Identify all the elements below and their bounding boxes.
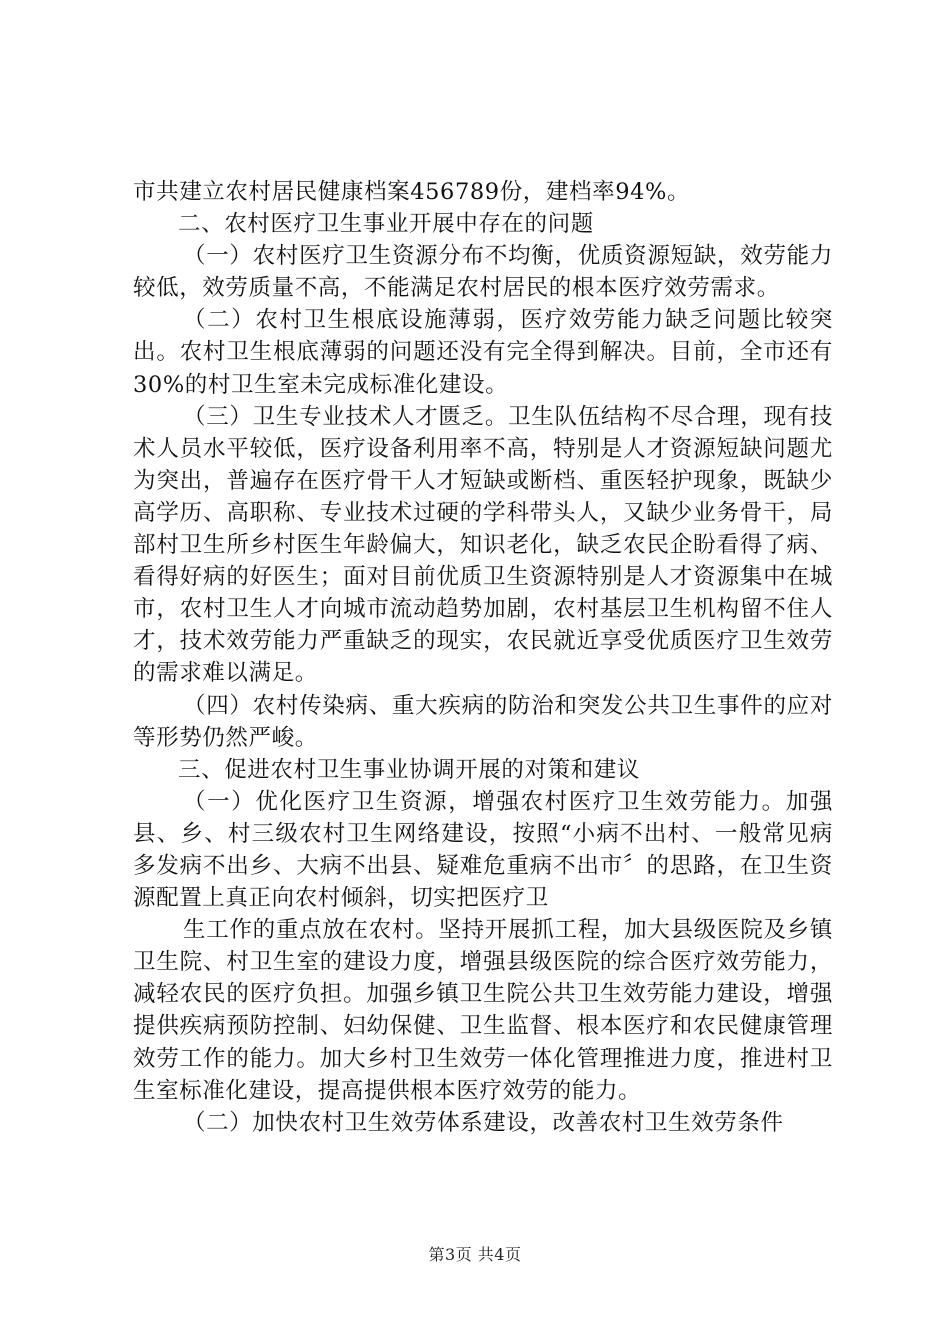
paragraph-problem-4: （四）农村传染病、重大疾病的防治和突发公共卫生事件的应对等形势仍然严峻。 bbox=[133, 692, 833, 751]
paragraph-problem-3: （三）卫生专业技术人才匮乏。卫生队伍结构不尽合理，现有技术人员水平较低，医疗设备利用率不高，特别是人才资源短缺问题尤为突出，普遍存在医疗骨干人才短缺或断档、重医轻护现象，既缺少高学历、高职称、专业技术过硬的学科带头人，又缺少业务骨干，局部村卫生所乡村医生年龄偏大，知识老化，缺乏农民企盼看得了病、看得好病的好医生；面对目前优质卫生资源特别是人才资源集中在城市，农村卫生人才向城市流动趋势加剧，农村基层卫生机构留不住人才，技术效劳能力严重缺乏的现实，农民就近享受优质医疗卫生效劳的需求难以满足。 bbox=[133, 403, 833, 687]
paragraph-measure-2: （二）加快农村卫生效劳体系建设，改善农村卫生效劳条件 bbox=[183, 1109, 784, 1136]
document-body bbox=[133, 176, 833, 1139]
paragraph-archive-stat: 市共建立农村居民健康档案456789份，建档率94%。 bbox=[133, 179, 691, 205]
heading-problems: 二、农村医疗卫生事业开展中存在的问题 bbox=[178, 211, 594, 238]
paragraph-measure-1-continued: 生工作的重点放在农村。坚持开展抓工程，加大县级医院及乡镇卫生院、村卫生室的建设力度，增强县级医院的综合医疗效劳能力，减轻农民的医疗负担。加强乡镇卫生院公共卫生效劳能力建设，增强提供疾病预防控制、妇幼保健、卫生监督、根本医疗和农民健康管理效劳工作的能力。加大乡村卫生效劳一体化管理推进力度，推进村卫生室标准化建设，提高提供根本医疗效劳的能力。 bbox=[133, 917, 833, 1104]
heading-countermeasures: 三、促进农村卫生事业协调开展的对策和建议 bbox=[178, 756, 641, 783]
page-number-footer: 第3页 共4页 bbox=[428, 1245, 522, 1264]
paragraph-problem-1: （一）农村医疗卫生资源分布不均衡，优质资源短缺，效劳能力较低，效劳质量不高，不能满足农村居民的根本医疗效劳需求。 bbox=[133, 243, 833, 302]
paragraph-problem-2: （二）农村卫生根底设施薄弱，医疗效劳能力缺乏问题比较突出。农村卫生根底薄弱的问题还没有完全得到解决。目前，全市还有30%的村卫生室未完成标准化建设。 bbox=[133, 307, 833, 398]
paragraph-measure-1: （一）优化医疗卫生资源，增强农村医疗卫生效劳能力。加强县、乡、村三级农村卫生网络建设，按照“小病不出村、一般常见病多发病不出乡、大病不出县、疑难危重病不出市〞的思路，在卫生资源配置上真正向农村倾斜，切实把医疗卫 bbox=[133, 788, 833, 912]
